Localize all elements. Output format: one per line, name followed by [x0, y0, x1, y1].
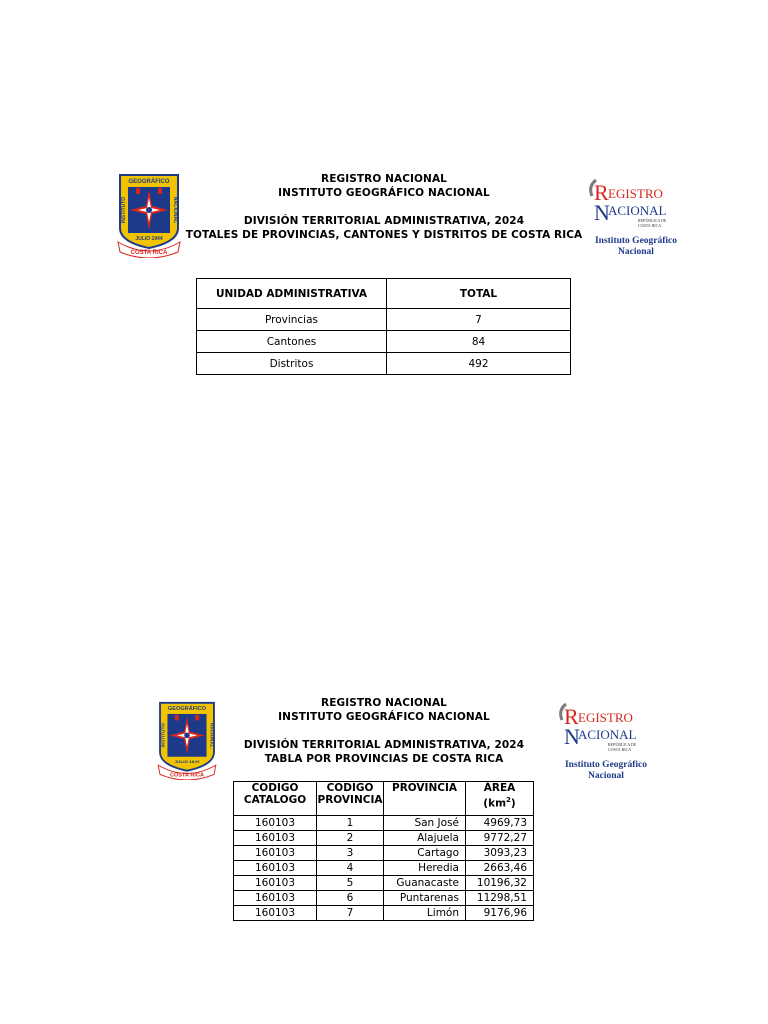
cell-codigo-catalogo: 160103 — [234, 846, 317, 861]
svg-text:JULIO 1944: JULIO 1944 — [174, 759, 200, 765]
cell-area: 10196,32 — [466, 876, 534, 891]
cell-unidad: Distritos — [197, 353, 387, 375]
cell-codigo-provincia: 7 — [317, 906, 384, 921]
header-block — [184, 172, 584, 242]
svg-text:N: N — [564, 724, 580, 749]
table-header-row — [197, 279, 571, 309]
seal-left-text: INSTITUTO — [121, 196, 127, 224]
table-row — [234, 891, 534, 906]
cell-codigo-catalogo: 160103 — [234, 876, 317, 891]
cell-codigo-provincia: 4 — [317, 861, 384, 876]
cell-codigo-catalogo: 160103 — [234, 816, 317, 831]
cell-provincia: Cartago — [384, 846, 466, 861]
cell-unidad: Provincias — [197, 309, 387, 331]
totals-table — [196, 278, 571, 375]
table-row — [197, 353, 571, 375]
table-row — [197, 309, 571, 331]
header-line-division: DIVISIÓN TERRITORIAL ADMINISTRATIVA, 2024 — [243, 739, 525, 751]
header-line-instituto: INSTITUTO GEOGRÁFICO NACIONAL — [278, 711, 490, 723]
table-row — [234, 906, 534, 921]
svg-text:EGISTRO: EGISTRO — [608, 186, 663, 201]
seal-ribbon-text: COSTA RICA — [130, 250, 168, 256]
header-line-subtitle: TABLA POR PROVINCIAS DE COSTA RICA — [264, 753, 504, 765]
column-header-area: ÁREA $(km^2)$ — [466, 782, 534, 816]
cell-area: 4969,73 — [466, 816, 534, 831]
svg-text:ACIONAL: ACIONAL — [578, 727, 637, 742]
column-header-total: TOTAL — [387, 279, 571, 309]
cell-area: 2663,46 — [466, 861, 534, 876]
cell-codigo-provincia: 5 — [317, 876, 384, 891]
svg-text:COSTA RICA: COSTA RICA — [169, 772, 205, 779]
column-header-codigo-catalogo: CODIGO CATALOGO — [234, 782, 317, 816]
cell-provincia: Puntarenas — [384, 891, 466, 906]
svg-text:INSTITUTO: INSTITUTO — [160, 723, 166, 748]
header-line-registro: REGISTRO NACIONAL — [321, 697, 447, 709]
registro-nacional-logo: R EGISTRO N ACIONAL REPÚBLICA DE COSTA RICA Instituto Geográfico Nacional — [556, 700, 656, 780]
cell-area: 3093,23 — [466, 846, 534, 861]
cell-codigo-catalogo: 160103 — [234, 891, 317, 906]
svg-text:EGISTRO: EGISTRO — [578, 710, 633, 725]
cell-provincia: Limón — [384, 906, 466, 921]
cell-codigo-provincia: 2 — [317, 831, 384, 846]
seal-date-text: JULIO 1944 — [135, 236, 163, 242]
cell-unidad: Cantones — [197, 331, 387, 353]
svg-text:COSTA RICA: COSTA RICA — [638, 223, 662, 228]
cell-codigo-catalogo: 160103 — [234, 861, 317, 876]
svg-text:REPÚBLICA DE: REPÚBLICA DE — [638, 218, 667, 223]
cell-provincia: Alajuela — [384, 831, 466, 846]
svg-text:N: N — [594, 200, 610, 225]
cell-codigo-provincia: 1 — [317, 816, 384, 831]
column-header-provincia: PROVINCIA — [384, 782, 466, 816]
header-line-registro: REGISTRO NACIONAL — [321, 173, 447, 185]
header-block — [184, 696, 584, 766]
table-row — [234, 831, 534, 846]
svg-text:R: R — [564, 704, 579, 729]
header-line-division: DIVISIÓN TERRITORIAL ADMINISTRATIVA, 2024 — [243, 215, 525, 227]
table-row — [234, 876, 534, 891]
cell-area: 9772,27 — [466, 831, 534, 846]
cell-total: 7 — [387, 309, 571, 331]
cell-total: 84 — [387, 331, 571, 353]
cell-provincia: Guanacaste — [384, 876, 466, 891]
table-row — [197, 331, 571, 353]
rn-caption-line2: Nacional — [618, 247, 654, 257]
column-header-unidad: UNIDAD ADMINISTRATIVA — [197, 279, 387, 309]
header-line-subtitle: TOTALES DE PROVINCIAS, CANTONES Y DISTRITOS DE COSTA RICA — [185, 229, 583, 241]
table-row — [234, 861, 534, 876]
rn-caption-line1: Instituto Geográfico — [594, 236, 678, 246]
cell-codigo-catalogo: 160103 — [234, 906, 317, 921]
cell-total: 492 — [387, 353, 571, 375]
provinces-table — [233, 781, 534, 921]
registro-nacional-logo — [586, 176, 686, 256]
svg-text:NACIONAL: NACIONAL — [209, 723, 215, 748]
table-row — [234, 846, 534, 861]
header-line-instituto: INSTITUTO GEOGRÁFICO NACIONAL — [278, 187, 490, 199]
column-header-codigo-provincia: CODIGO PROVINCIA — [317, 782, 384, 816]
svg-text:ACIONAL: ACIONAL — [608, 203, 667, 218]
cell-codigo-provincia: 6 — [317, 891, 384, 906]
table-header-row — [234, 782, 534, 816]
table-row — [234, 816, 534, 831]
svg-text:R: R — [594, 180, 609, 205]
cell-provincia: San José — [384, 816, 466, 831]
cell-provincia: Heredia — [384, 861, 466, 876]
seal-right-text: NACIONAL — [172, 196, 178, 224]
cell-area: 9176,96 — [466, 906, 534, 921]
cell-codigo-catalogo: 160103 — [234, 831, 317, 846]
cell-codigo-provincia: 3 — [317, 846, 384, 861]
svg-text:GEOGRÁFICO: GEOGRÁFICO — [167, 706, 207, 713]
seal-top-text: GEOGRÁFICO — [128, 179, 170, 185]
cell-area: 11298,51 — [466, 891, 534, 906]
svg-text:COSTA RICA: COSTA RICA — [608, 747, 632, 752]
instituto-geografico-seal-logo — [114, 172, 184, 258]
svg-text:REPÚBLICA DE: REPÚBLICA DE — [608, 742, 637, 747]
